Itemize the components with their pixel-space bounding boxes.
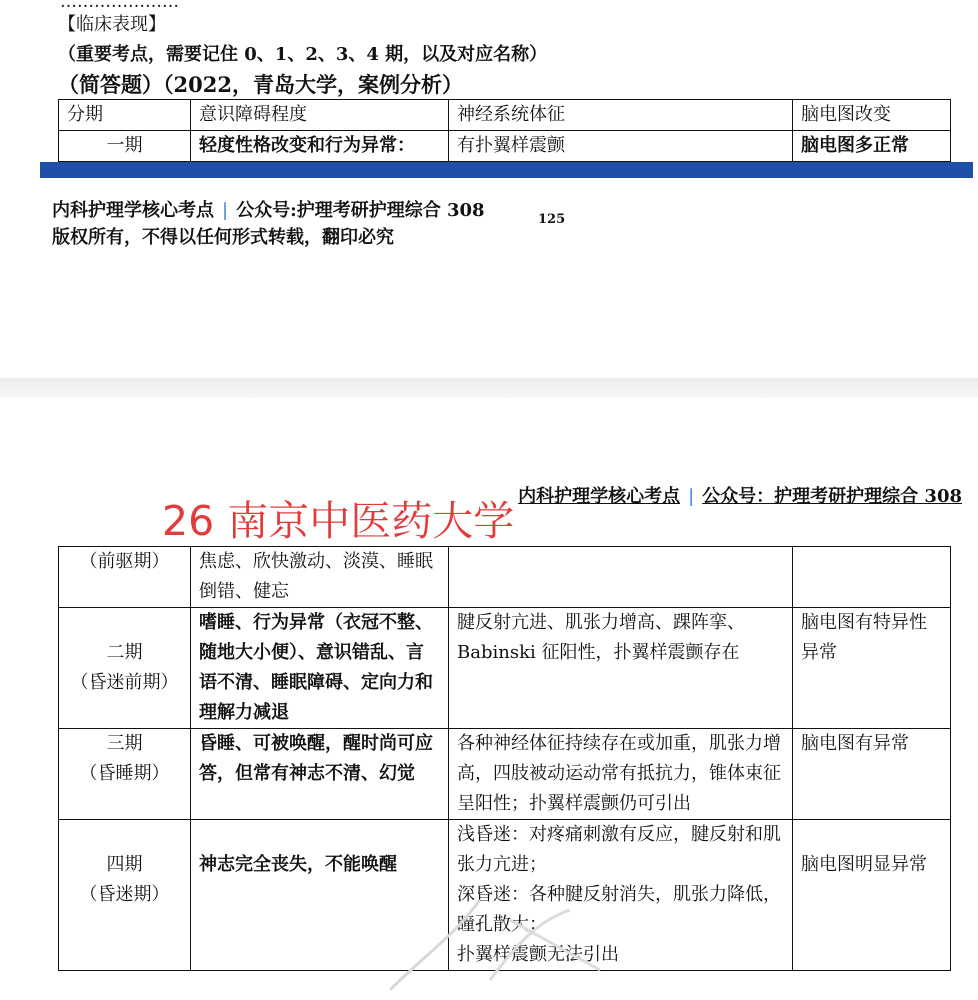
table-row [59, 608, 951, 729]
signs-line: 浅昏迷：对疼痛刺激有反应，腱反射和肌张力亢进； [457, 824, 781, 875]
eeg-cell [793, 547, 951, 608]
page-footer-rule [40, 162, 973, 178]
header-stage: 分期 [59, 100, 191, 131]
signs-line: 深昏迷：各种腱反射消失，肌张力降低，瞳孔散大； [457, 884, 781, 935]
watermark-graphic [370, 880, 630, 1000]
signs-cell [449, 608, 793, 729]
page-number: 125 [538, 212, 566, 227]
stage-name: （昏迷前期） [70, 672, 179, 693]
header-separator: | [688, 486, 695, 507]
stage-cell [59, 608, 191, 729]
footer-separator: | [222, 200, 229, 221]
stage-name: （昏睡期） [79, 763, 170, 784]
cutoff-text: ………………… [60, 0, 179, 12]
eeg-cell: 脑电图有特异性异常 [793, 608, 951, 729]
footer-account: 公众号:护理考研护理综合 308 [236, 200, 485, 221]
consciousness-cell: 昏睡、可被唤醒，醒时尚可应答，但常有神志不清、幻觉 [191, 729, 449, 820]
stage-cell [59, 547, 191, 608]
consciousness-cell: 嗜睡、行为异常（衣冠不整、随地大小便）、意识错乱、言语不清、睡眠障碍、定向力和理解力减退 [191, 608, 449, 729]
eeg-cell: 脑电图有异常 [793, 729, 951, 820]
eeg-cell: 脑电图多正常 [793, 131, 951, 162]
stage-cell [59, 820, 191, 971]
consciousness-cell: 神志完全丧失，不能唤醒 [191, 820, 449, 971]
footer-book-title: 内科护理学核心考点 [52, 200, 214, 221]
eeg-cell: 脑电图明显异常 [793, 820, 951, 971]
section-heading: 【临床表现】 [58, 14, 166, 35]
stage-number: 四期 [106, 854, 143, 875]
page-header [518, 482, 962, 508]
signs-cell [449, 547, 793, 608]
copyright-notice: 版权所有，不得以任何形式转载，翻印必究 [52, 227, 394, 248]
consciousness-cell: 轻度性格改变和行为异常： [191, 131, 449, 162]
header-book-title: 内科护理学核心考点 [518, 486, 681, 507]
table-row [59, 729, 951, 820]
header-account: 公众号：护理考研护理综合 308 [702, 486, 962, 507]
header-signs: 神经系统体征 [449, 100, 793, 131]
signs-line: 扑翼样震颤无法引出 [457, 944, 619, 965]
signs-cell: 有扑翼样震颤 [449, 131, 793, 162]
signs-cell [449, 729, 793, 820]
page-gap [0, 378, 978, 398]
exam-note: （重要考点，需要记住 0、1、2、3、4 期，以及对应名称） [58, 44, 548, 65]
table-row [59, 547, 951, 608]
table-header-row [59, 100, 951, 131]
header-consciousness: 意识障碍程度 [191, 100, 449, 131]
page-footer-title [52, 196, 485, 222]
stage-name: （前驱期） [79, 551, 170, 572]
stage-cell [59, 729, 191, 820]
signs-line: 腱反射亢进、肌张力增高、踝阵挛、Babinski 征阳性，扑翼样震颤存在 [457, 612, 745, 663]
question-tag: （简答题）（2022，青岛大学，案例分析） [58, 72, 463, 97]
stage-number: 三期 [106, 733, 143, 754]
school-stamp: 26 南京中医药大学 [162, 497, 515, 545]
header-eeg: 脑电图改变 [793, 100, 951, 131]
table-row [59, 131, 951, 162]
stage-cell: 一期 [59, 131, 191, 162]
stage-table-top [58, 99, 951, 162]
stage-number: 二期 [106, 642, 143, 663]
signs-line: 各种神经体征持续存在或加重，肌张力增高，四肢被动运动常有抵抗力，锥体束征呈阳性；扑翼样震颤仍可引出 [457, 733, 781, 814]
consciousness-cell: 焦虑、欣快激动、淡漠、睡眠倒错、健忘 [191, 547, 449, 608]
stage-name: （昏迷期） [79, 884, 170, 905]
